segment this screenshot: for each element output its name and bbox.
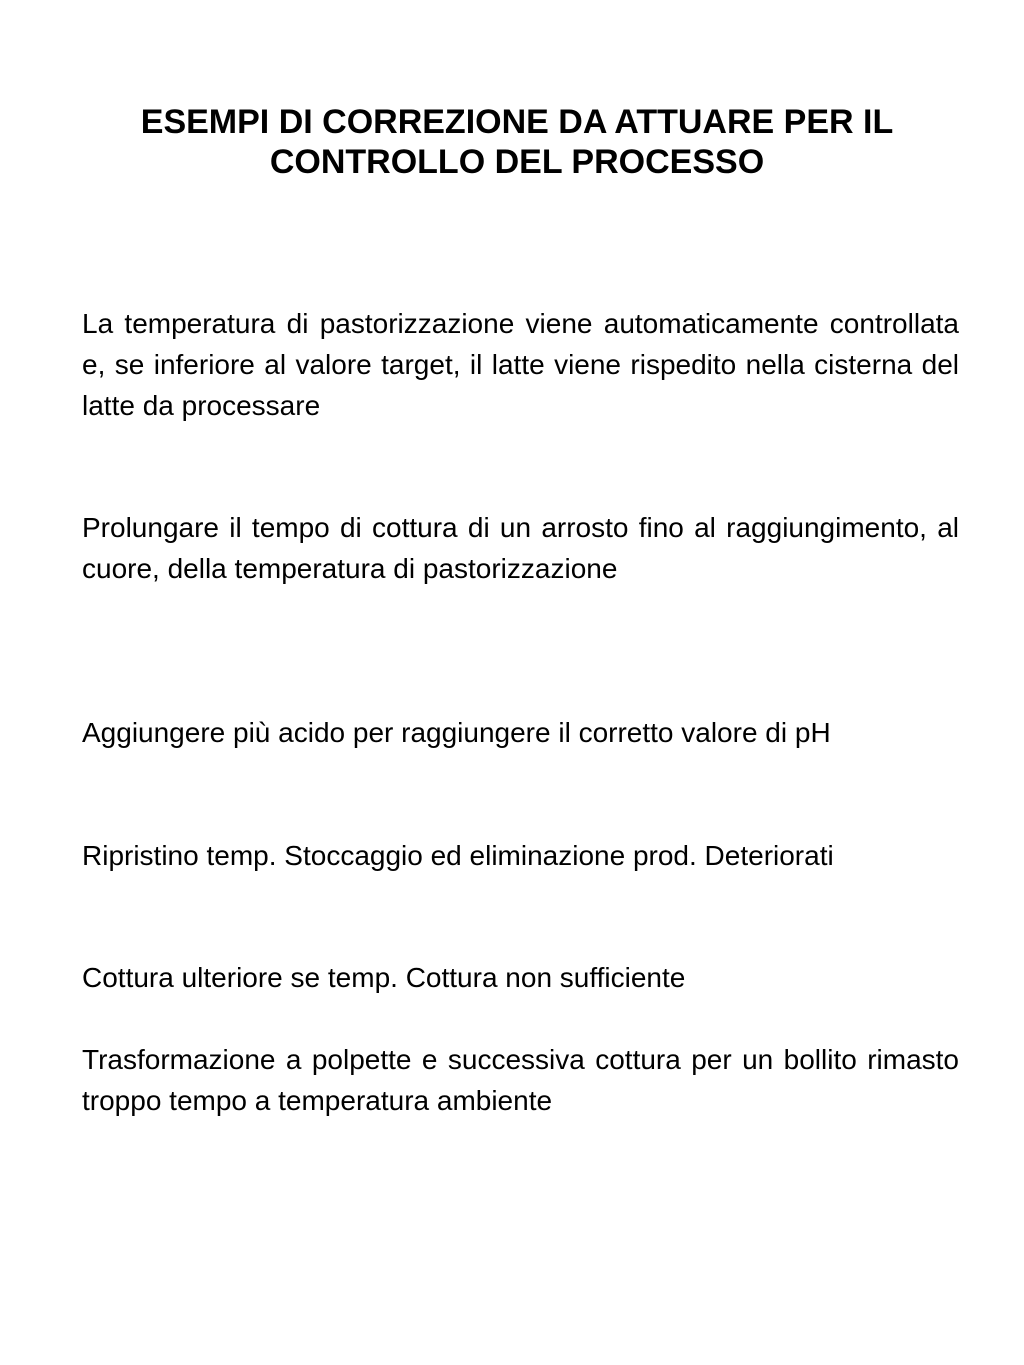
paragraph-meatballs-transformation: Trasformazione a polpette e successiva cottura per un bollito rimasto troppo tempo a temperatura ambiente — [82, 1044, 959, 1116]
paragraph-storage-temperature: Ripristino temp. Stoccaggio ed eliminazione prod. Deteriorati — [82, 840, 834, 871]
paragraph-acid-ph: Aggiungere più acido per raggiungere il corretto valore di pH — [82, 717, 831, 748]
paragraph-roast-cooking: Prolungare il tempo di cottura di un arrosto fino al raggiungimento, al cuore, della temperatura di pastorizzazione — [82, 512, 959, 584]
paragraph-pasteurization-control: La temperatura di pastorizzazione viene automaticamente controllata e, se inferiore al valore target, il latte viene rispedito nella cisterna del latte da processare — [82, 308, 959, 421]
paragraph-further-cooking: Cottura ulteriore se temp. Cottura non sufficiente — [82, 962, 686, 993]
page-title: ESEMPI DI CORREZIONE DA ATTUARE PER IL CONTROLLO DEL PROCESSO — [140, 103, 894, 181]
